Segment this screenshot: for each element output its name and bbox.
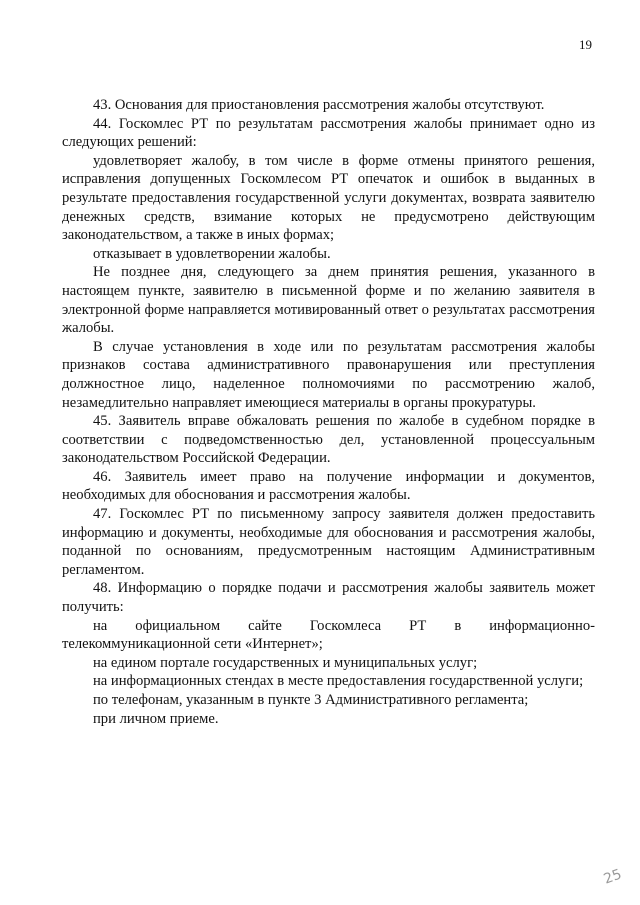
paragraph-48-item-website: на официальном сайте Госкомлеса РТ в информационно-телекоммуникационной сети «Интернет»; <box>62 617 595 653</box>
paragraph-47: 47. Госкомлес РТ по письменному запросу заявителя должен предоставить информацию и документы, необходимые для обоснования и рассмотрения жалобы, поданной по основаниям, предусмотренным настоящим Административным регламентом. <box>62 506 595 578</box>
paragraph-44-option-satisfy: удовлетворяет жалобу, в том числе в форме отмены принятого решения, исправления допущенных Госкомлесом РТ опечаток и ошибок в выданных в результате предоставления государственной услуги документах, возврата заявителю денежных средств, взимание которых не предусмотрено действующим законодательством, а также в иных формах; <box>62 152 595 244</box>
page-number: 19 <box>579 37 592 52</box>
paragraph-46: 46. Заявитель имеет право на получение информации и документов, необходимых для обоснования и рассмотрения жалобы. <box>62 468 595 504</box>
document-body <box>62 96 595 728</box>
paragraph-48-item-portal: на едином портале государственных и муниципальных услуг; <box>93 654 478 671</box>
paragraph-48-item-phones: по телефонам, указанным в пункте 3 Административного регламента; <box>93 692 529 708</box>
paragraph-44: 44. Госкомлес РТ по результатам рассмотрения жалобы принимает одно из следующих решений: <box>62 115 595 151</box>
paragraph-45: 45. Заявитель вправе обжаловать решения по жалобе в судебном порядке в соответствии с подведомственностью дел, установленной процессуальным законодательством Российской Федерации. <box>62 413 595 467</box>
paragraph-prosecution: В случае установления в ходе или по результатам рассмотрения жалобы признаков состава административного правонарушения или преступления должностное лицо, наделенное полномочиями по рассмотрению жалоб, незамедлительно направляет имеющиеся материалы в органы прокуратуры. <box>62 338 595 411</box>
paragraph-response-deadline: Не позднее дня, следующего за днем принятия решения, указанного в настоящем пункте, заявителю в письменной форме и по желанию заявителя в электронной форме направляется мотивированный ответ о результатах рассмотрения жалобы. <box>62 264 595 337</box>
paragraph-48-item-stands: на информационных стендах в месте предоставления государственной услуги; <box>93 673 584 690</box>
paragraph-44-option-refuse: отказывает в удовлетворении жалобы. <box>93 245 331 262</box>
handwritten-margin-mark: 25 <box>601 866 625 888</box>
paragraph-43: 43. Основания для приостановления рассмотрения жалобы отсутствуют. <box>93 97 545 113</box>
paragraph-48: 48. Информацию о порядке подачи и рассмотрения жалобы заявитель может получить: <box>62 580 595 616</box>
paragraph-48-item-personal: при личном приеме. <box>93 710 219 727</box>
